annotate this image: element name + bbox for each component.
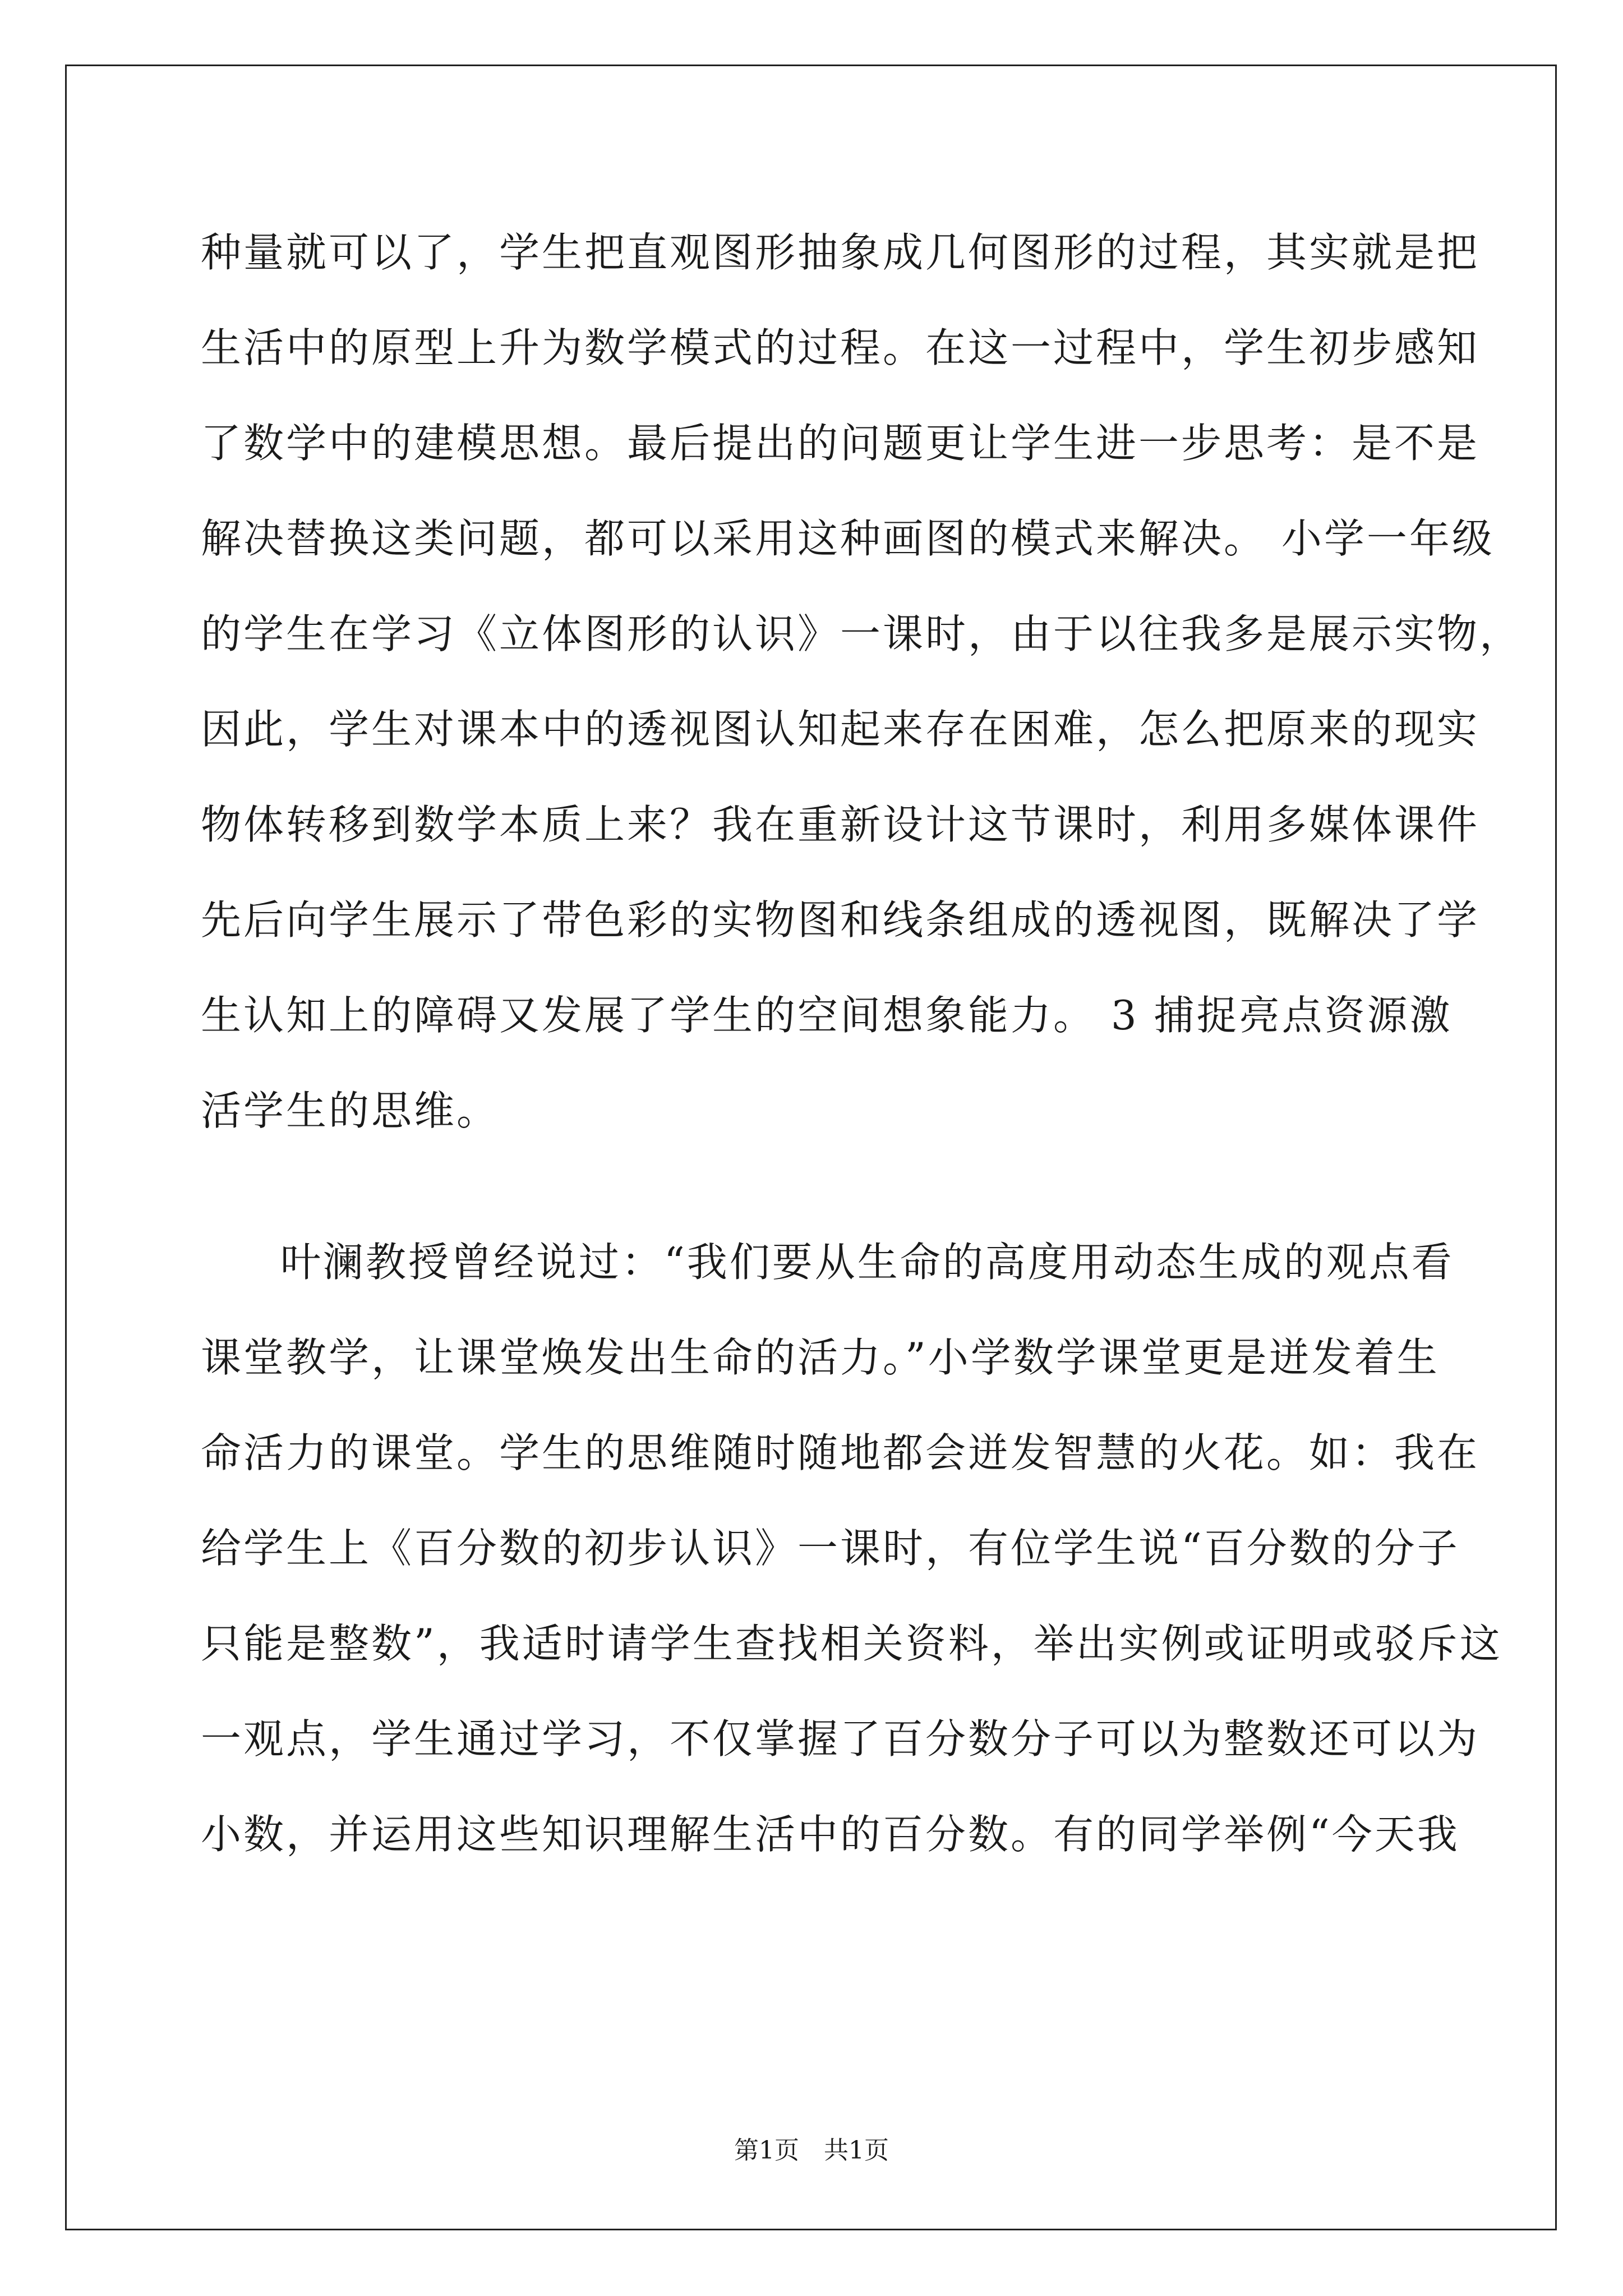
text-line: 生认知上的障碍又发展了学生的空间想象能力。 3 捕捉亮点资源激 <box>201 992 1453 1039</box>
text-line: 生活中的原型上升为数学模式的过程。在这一过程中，学生初步感知 <box>201 324 1480 371</box>
text-line: 课堂教学，让课堂焕发出生命的活力。”小学数学课堂更是迸发着生 <box>201 1334 1440 1381</box>
text-line: 种量就可以了，学生把直观图形抽象成几何图形的过程，其实就是把 <box>201 229 1480 276</box>
page-number-footer: 第1页 共1页 <box>734 2136 889 2165</box>
text-line: 命活力的课堂。学生的思维随时随地都会迸发智慧的火花。如：我在 <box>201 1429 1480 1476</box>
text-line: 因此，学生对课本中的透视图认知起来存在困难，怎么把原来的现实 <box>201 706 1480 753</box>
text-line: 物体转移到数学本质上来？我在重新设计这节课时，利用多媒体课件 <box>201 801 1480 848</box>
text-line: 活学生的思维。 <box>201 1087 500 1134</box>
text-line: 只能是整数”，我适时请学生查找相关资料，举出实例或证明或驳斥这 <box>201 1620 1502 1667</box>
paragraph-first-line: 叶澜教授曾经说过：“我们要从生命的高度用动态生成的观点看 <box>280 1239 1454 1286</box>
text-line: 的学生在学习《立体图形的认识》一课时，由于以往我多是展示实物， <box>201 610 1523 657</box>
text-line: 小数，并运用这些知识理解生活中的百分数。有的同学举例“今天我 <box>201 1811 1460 1858</box>
text-line: 一观点，学生通过学习，不仅掌握了百分数分子可以为整数还可以为 <box>201 1715 1480 1763</box>
text-line: 给学生上《百分数的初步认识》一课时，有位学生说“百分数的分子 <box>201 1525 1460 1572</box>
page-border <box>65 65 1557 2230</box>
text-line: 先后向学生展示了带色彩的实物图和线条组成的透视图，既解决了学 <box>201 896 1480 944</box>
text-line: 了数学中的建模思想。最后提出的问题更让学生进一步思考：是不是 <box>201 420 1480 467</box>
text-line: 解决替换这类问题，都可以采用这种画图的模式来解决。 小学一年级 <box>201 515 1495 562</box>
